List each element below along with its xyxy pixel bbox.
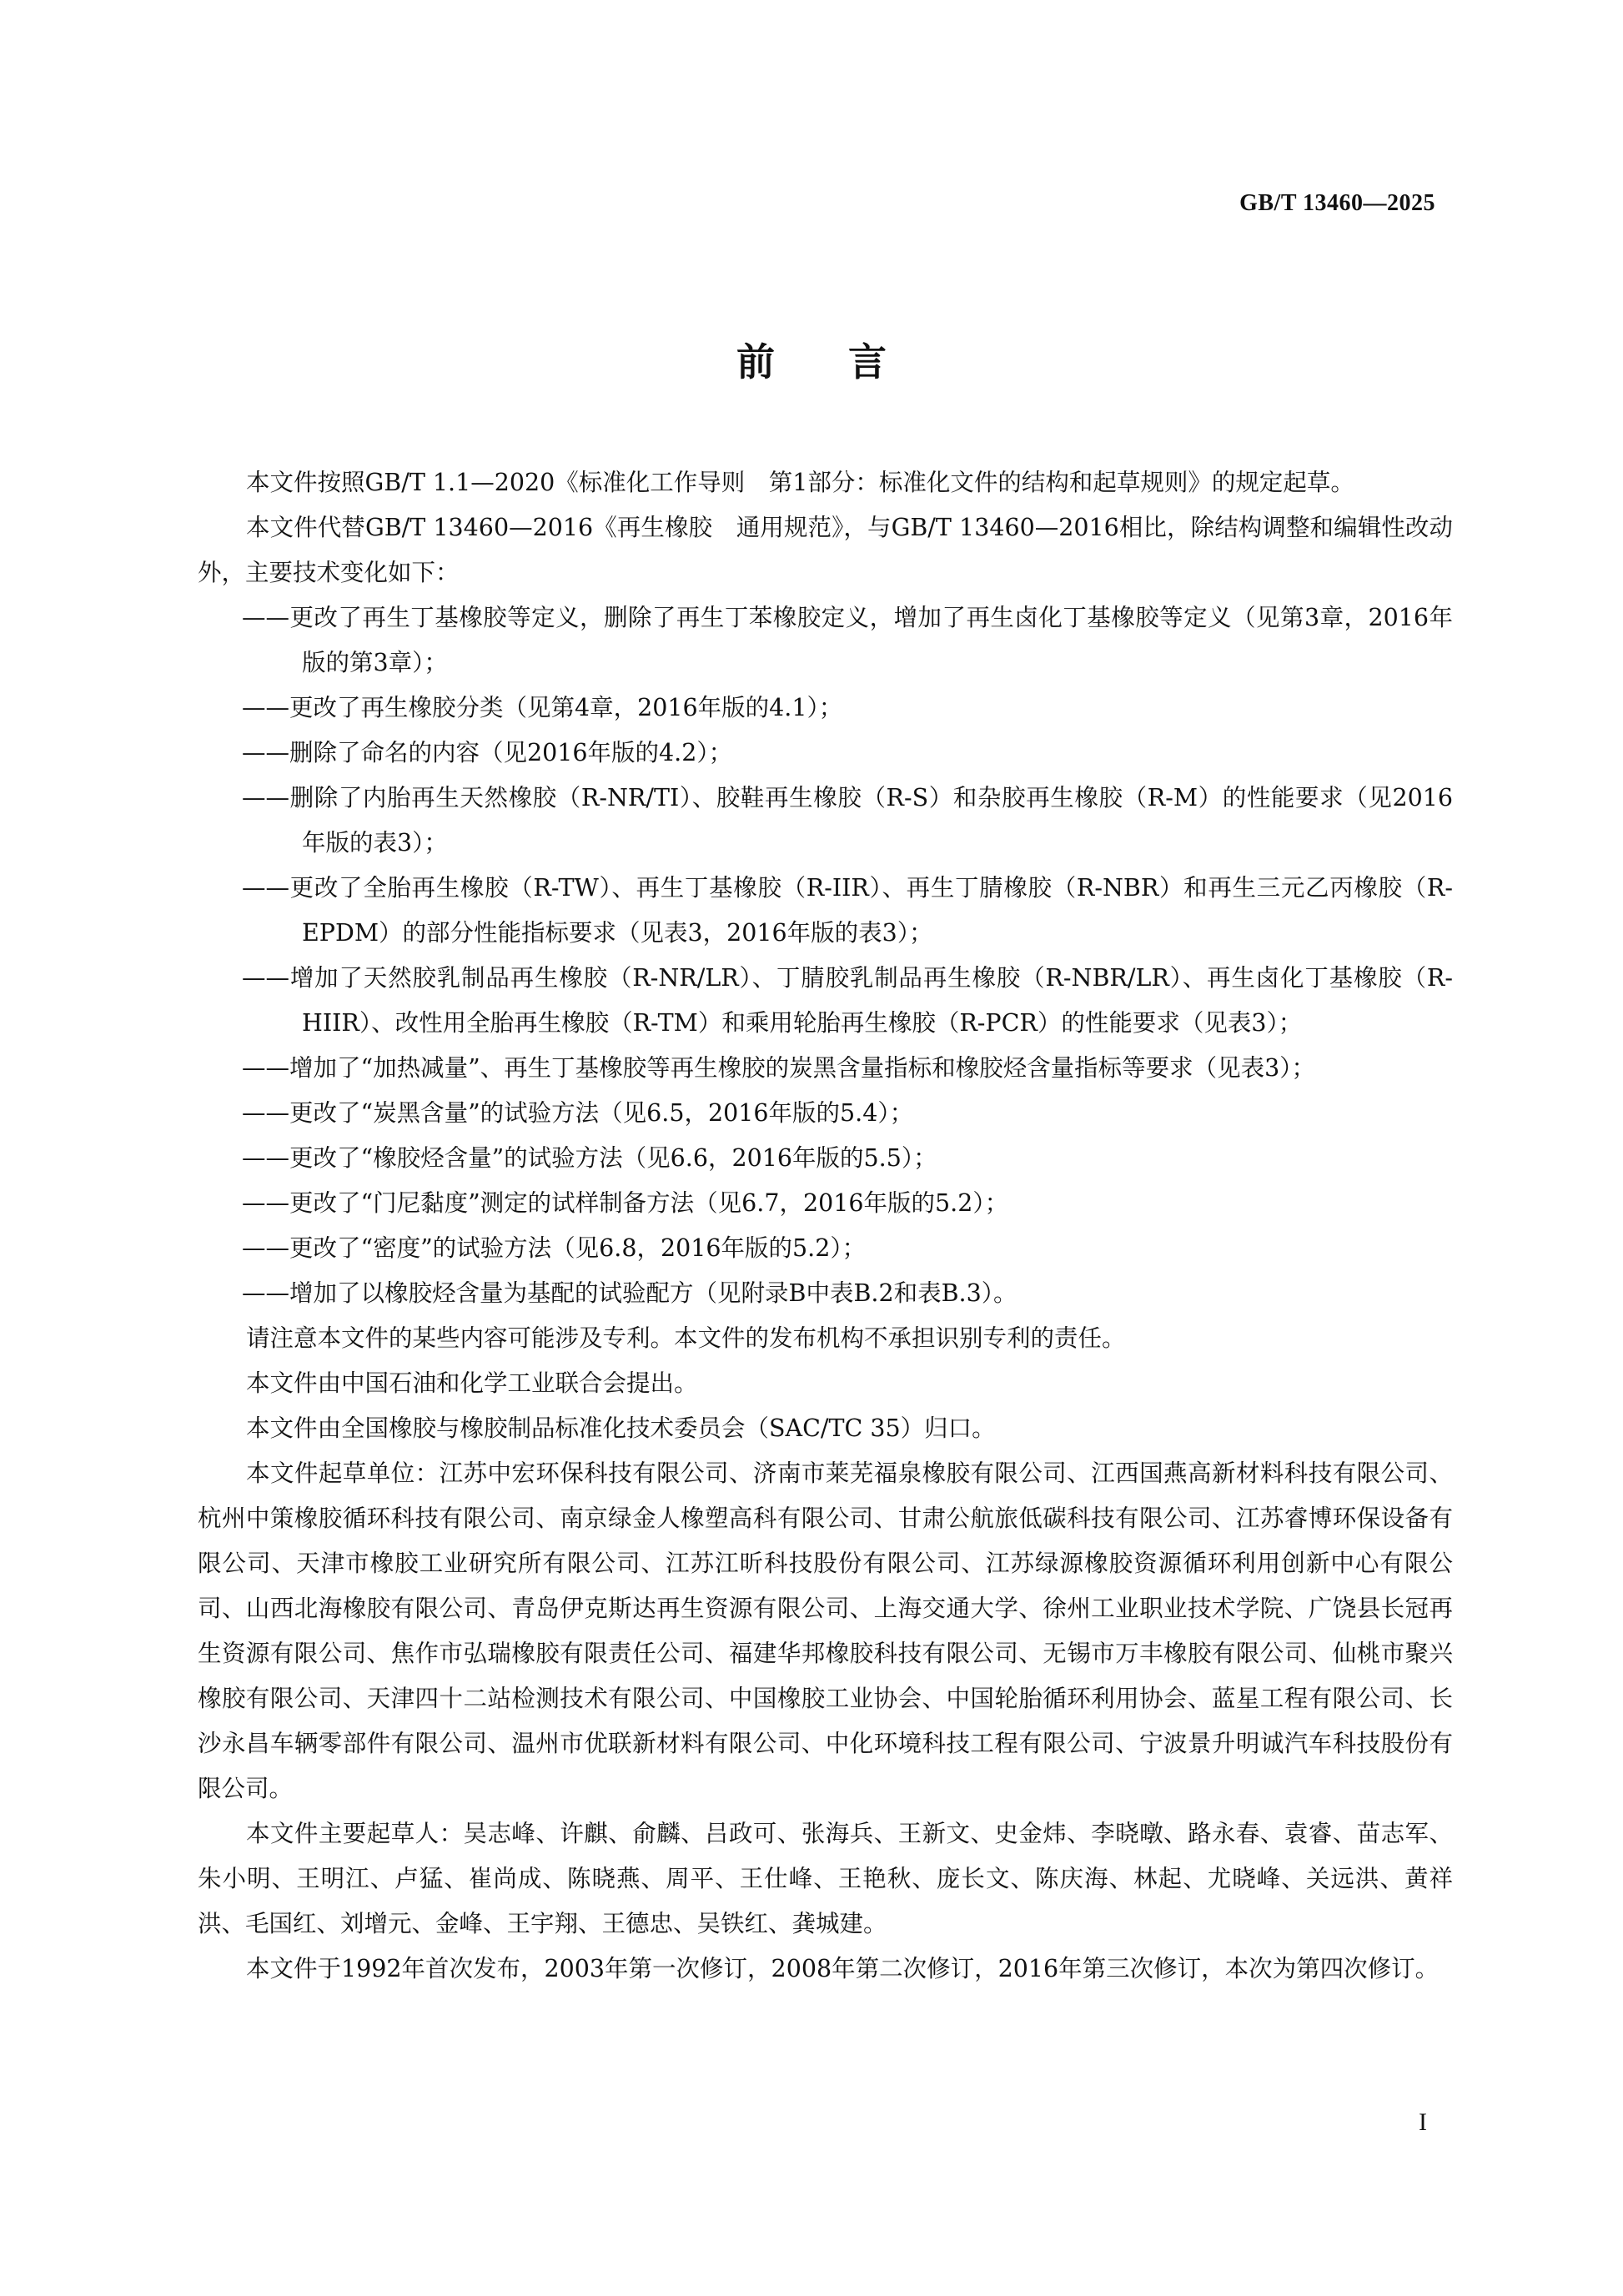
change-item: ——删除了内胎再生天然橡胶（R-NR/TI）、胶鞋再生橡胶（R-S）和杂胶再生橡胶（R-M）的性能要求（见2016年版的表3）； [242,784,1453,857]
paragraph-history: 本文件于1992年首次发布，2003年第一次修订，2008年第二次修订，2016年第三次修订，本次为第四次修订。 [246,1955,1440,1982]
paragraph-drafting-units: 本文件起草单位：江苏中宏环保科技有限公司、济南市莱芜福泉橡胶有限公司、江西国燕高新材料科技有限公司、杭州中策橡胶循环科技有限公司、南京绿金人橡塑高科有限公司、甘肃公航旅低碳科技有限公司、江苏睿博环保设备有限公司、天津市橡胶工业研究所有限公司、江苏江昕科技股份有限公司、江苏绿源橡胶资源循环利用创新中心有限公司、山西北海橡胶有限公司、青岛伊克斯达再生资源有限公司、上海交通大学、徐州工业职业技术学院、广饶县长冠再生资源有限公司、焦作市弘瑞橡胶有限责任公司、福建华邦橡胶科技有限公司、无锡市万丰橡胶有限公司、仙桃市聚兴橡胶有限公司、天津四十二站检测技术有限公司、中国橡胶工业协会、中国轮胎循环利用协会、蓝星工程有限公司、长沙永昌车辆零部件有限公司、温州市优联新材料有限公司、中化环境科技工程有限公司、宁波景升明诚汽车科技股份有限公司。 [198,1459,1453,1802]
paragraph-committee: 本文件由全国橡胶与橡胶制品标准化技术委员会（SAC/TC 35）归口。 [246,1414,996,1442]
change-item: ——增加了天然胶乳制品再生橡胶（R-NR/LR）、丁腈胶乳制品再生橡胶（R-NBR/LR）、再生卤化丁基橡胶（R-HIIR）、改性用全胎再生橡胶（R-TM）和乘用轮胎再生橡胶（R-PCR）的性能要求（见表3）； [242,964,1453,1037]
change-item: ——更改了“炭黑含量”的试验方法（见6.5，2016年版的5.4）； [242,1099,914,1127]
change-item: ——更改了“橡胶烃含量”的试验方法（见6.6，2016年版的5.5）； [242,1144,937,1172]
change-item: ——更改了“密度”的试验方法（见6.8，2016年版的5.2）； [242,1234,867,1262]
document-body [198,460,1453,1992]
change-item: ——更改了再生丁基橡胶等定义，删除了再生丁苯橡胶定义，增加了再生卤化丁基橡胶等定义（见第3章，2016年版的第3章）； [242,604,1453,676]
paragraph-replacement: 本文件代替GB/T 13460—2016《再生橡胶 通用规范》，与GB/T 13460—2016相比，除结构调整和编辑性改动外，主要技术变化如下： [198,514,1453,586]
change-item: ——删除了命名的内容（见2016年版的4.2）； [242,739,733,766]
page-number: I [1419,2108,1427,2136]
change-item: ——更改了“门尼黏度”测定的试样制备方法（见6.7，2016年版的5.2）； [242,1189,1009,1217]
paragraph-patent-notice: 请注意本文件的某些内容可能涉及专利。本文件的发布机构不承担识别专利的责任。 [246,1324,1126,1352]
paragraph-drafting-basis: 本文件按照GB/T 1.1—2020《标准化工作导则 第1部分：标准化文件的结构和起草规则》的规定起草。 [246,469,1354,496]
paragraph-proposer: 本文件由中国石油和化学工业联合会提出。 [246,1369,698,1397]
change-item: ——更改了全胎再生橡胶（R-TW）、再生丁基橡胶（R-IIR）、再生丁腈橡胶（R-NBR）和再生三元乙丙橡胶（R-EPDM）的部分性能指标要求（见表3，2016年版的表3）； [242,874,1453,947]
standard-code: GB/T 13460—2025 [1239,190,1435,216]
change-item: ——增加了“加热减量”、再生丁基橡胶等再生橡胶的炭黑含量指标和橡胶烃含量指标等要求（见表3）； [242,1054,1316,1082]
page-title: 前言 [736,339,960,384]
paragraph-drafters: 本文件主要起草人：吴志峰、许麒、俞麟、吕政可、张海兵、王新文、史金炜、李晓暾、路永春、袁睿、苗志军、朱小明、王明江、卢猛、崔尚成、陈晓燕、周平、王仕峰、王艳秋、庞长文、陈庆海、林起、尤晓峰、关远洪、黄祥洪、毛国红、刘增元、金峰、王宇翔、王德忠、吴铁红、龚城建。 [198,1820,1453,1937]
change-item: ——增加了以橡胶烃含量为基配的试验配方（见附录B中表B.2和表B.3）。 [242,1279,1018,1307]
change-item: ——更改了再生橡胶分类（见第4章，2016年版的4.1）； [242,694,843,721]
changes-list [198,595,1453,1316]
